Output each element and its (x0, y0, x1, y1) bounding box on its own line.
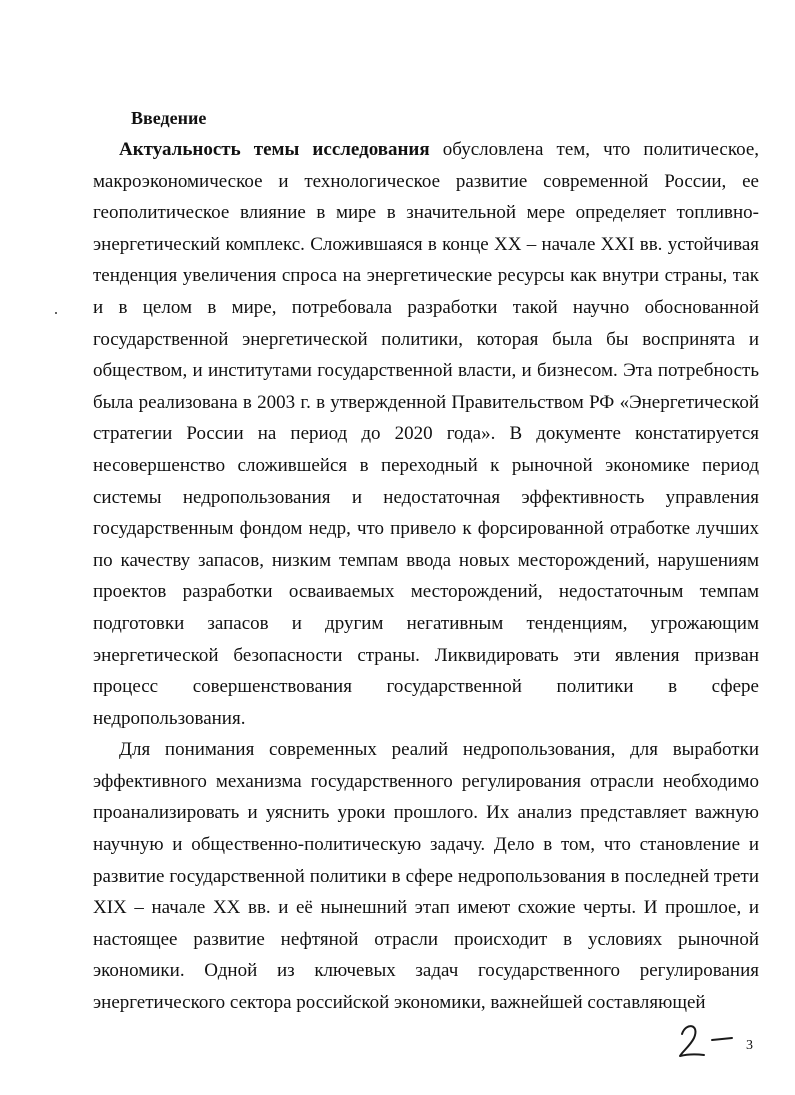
section-heading: Введение (131, 108, 207, 128)
relevance-lead: Актуальность темы исследования (119, 139, 430, 160)
paragraph-relevance (93, 134, 759, 734)
page-number: 3 (746, 1038, 753, 1053)
paragraph-understanding: Для понимания современных реалий недропользования, для выработки эффективного механизма государственного регулирования отрасли необходимо проанализировать и уяснить уроки прошлого. Их анализ представляет важную научную и общественно-политическую задачу. Дело в том, что становление и развитие государственной политики в сфере недропользования в последней трети XIX – начале XX вв. и её нынешний этап имеют схожие черты. И прошлое, и настоящее развитие нефтяной отрасли происходит в условиях рыночной экономики. Одной из ключевых задач государственного регулирования энергетического сектора российской экономики, важнейшей составляющей (93, 739, 759, 1014)
body-text (93, 134, 759, 1019)
relevance-text: обусловлена тем, что политическое, макроэкономическое и технологическое развитие современной России, ее геополитическое влияние в мире в значительной мере определяет топливно-энергетический комплекс. Сложившаяся в конце XX – начале XXI вв. устойчивая тенденция увеличения спроса на энергетические ресурсы как внутри страны, так и в целом в мире, потребовала разработки такой научно обоснованной государственной энергетической политики, которая была бы воспринята и обществом, и институтами государственной власти, и бизнесом. Эта потребность была реализована в 2003 г. в утвержденной Правительством РФ «Энергетической стратегии России на период до 2020 года». В документе констатируется несовершенство сложившейся в переходный к рыночной экономике период системы недропользования и недостаточная эффективность управления государственным фондом недр, что привело к форсированной отработке лучших по качеству запасов, низким темпам ввода новых месторождений, нарушениям проектов разработки осваиваемых месторождений, недостаточным темпам подготовки запасов и другим негативным тенденциям, угрожающим энергетической безопасности страны. Ликвидировать эти явления призван процесс совершенствования государственной политики в сфере недропользования. (93, 139, 760, 729)
handwritten-page-mark (678, 1020, 734, 1060)
scan-speck (55, 312, 57, 314)
